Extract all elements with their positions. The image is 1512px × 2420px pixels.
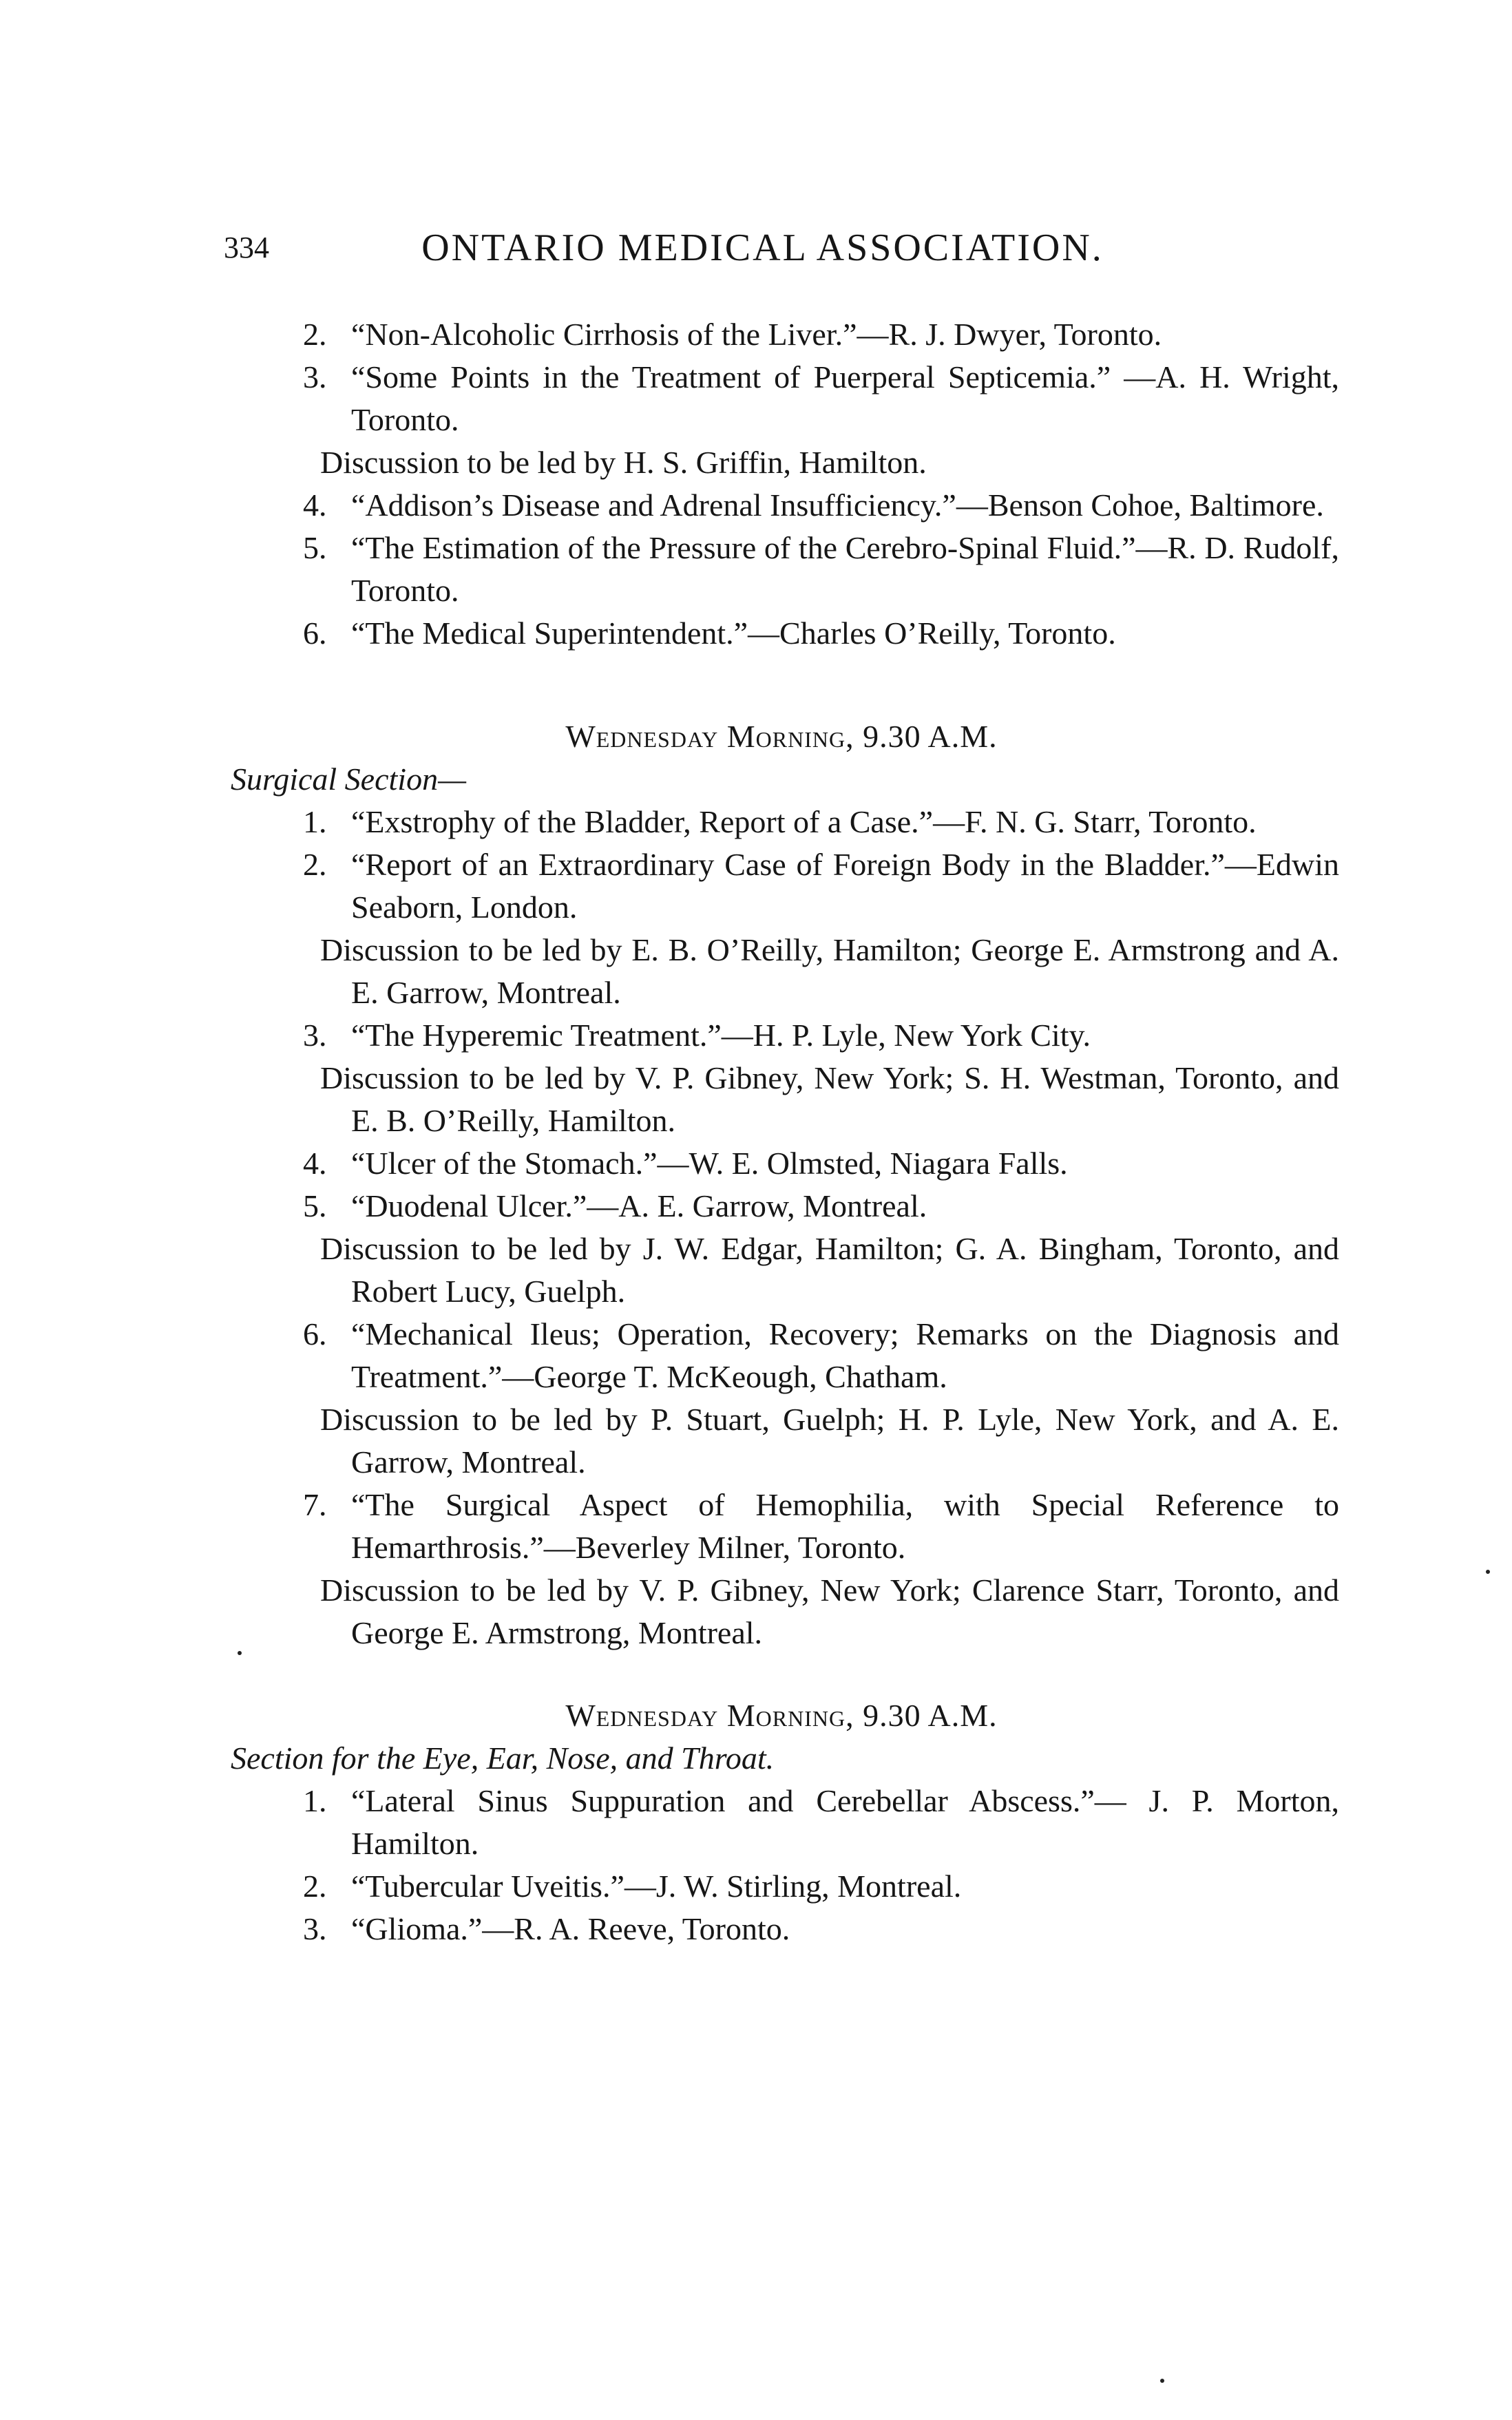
list-item: 5. “The Estimation of the Pressure of the Cerebro-Spinal Fluid.”—R. D. Rudolf, Toronto.: [303, 530, 1339, 608]
discussion-note: Discussion to be led by E. B. O’Reilly, Hamilton; George E. Armstrong and A. E. Garrow, Montreal.: [320, 932, 1339, 1010]
discussion-note: Discussion to be led by V. P. Gibney, New York; Clarence Starr, Toronto, and George E. Armstrong, Montreal.: [320, 1572, 1339, 1650]
page-header: [224, 224, 1239, 272]
list-item: 2. “Non-Alcoholic Cirrhosis of the Liver.”—R. J. Dwyer, Toronto.: [303, 317, 1162, 352]
session-heading: Wednesday Morning, 9.30 A.M.: [565, 1698, 998, 1733]
scan-speck: [1160, 2379, 1164, 2383]
list-item: 3. “Some Points in the Treatment of Puerperal Septicemia.” —A. H. Wright, Toronto.: [303, 359, 1339, 437]
discussion-note: Discussion to be led by J. W. Edgar, Hamilton; G. A. Bingham, Toronto, and Robert Lucy, Guelph.: [320, 1231, 1339, 1309]
page-number: 334: [224, 231, 269, 264]
continued-section: [224, 313, 1339, 655]
list-item: 1. “Lateral Sinus Suppuration and Cerebellar Abscess.”— J. P. Morton, Hamilton.: [303, 1783, 1339, 1861]
list-item: 6. “The Medical Superintendent.”—Charles O’Reilly, Toronto.: [303, 615, 1116, 651]
list-item: 2. “Tubercular Uveitis.”—J. W. Stirling, Montreal.: [303, 1869, 962, 1904]
list-item: 4. “Addison’s Disease and Adrenal Insufficiency.”—Benson Cohoe, Baltimore.: [303, 487, 1324, 523]
section-title: Surgical Section—: [231, 761, 466, 797]
list-item: 6. “Mechanical Ileus; Operation, Recovery; Remarks on the Diagnosis and Treatment.”—George T. McKeough, Chatham.: [303, 1316, 1339, 1394]
discussion-note: Discussion to be led by V. P. Gibney, New York; S. H. Westman, Toronto, and E. B. O’Reilly, Hamilton.: [320, 1060, 1339, 1138]
running-title: ONTARIO MEDICAL ASSOCIATION.: [421, 227, 1104, 269]
page-body: [224, 313, 1339, 1950]
list-item: 3. “The Hyperemic Treatment.”—H. P. Lyle, New York City.: [303, 1018, 1091, 1053]
section-title: Section for the Eye, Ear, Nose, and Throat.: [231, 1740, 775, 1776]
discussion-note: Discussion to be led by H. S. Griffin, Hamilton.: [320, 445, 927, 480]
surgical-section: [224, 715, 1339, 1654]
list-item: 7. “The Surgical Aspect of Hemophilia, with Special Reference to Hemarthrosis.”—Beverley Milner, Toronto.: [303, 1487, 1339, 1565]
list-item: 3. “Glioma.”—R. A. Reeve, Toronto.: [303, 1911, 790, 1946]
session-heading: Wednesday Morning, 9.30 A.M.: [565, 719, 998, 754]
list-item: 2. “Report of an Extraordinary Case of Foreign Body in the Bladder.”—Edwin Seaborn, London.: [303, 847, 1339, 925]
scan-speck: [238, 1651, 242, 1655]
eye-ear-nose-throat-section: [224, 1694, 1339, 1950]
list-item: 4. “Ulcer of the Stomach.”—W. E. Olmsted, Niagara Falls.: [303, 1146, 1068, 1181]
list-item: 5. “Duodenal Ulcer.”—A. E. Garrow, Montreal.: [303, 1188, 927, 1223]
discussion-note: Discussion to be led by P. Stuart, Guelph; H. P. Lyle, New York, and A. E. Garrow, Montreal.: [320, 1402, 1339, 1480]
list-item: 1. “Exstrophy of the Bladder, Report of a Case.”—F. N. G. Starr, Toronto.: [303, 804, 1257, 839]
scan-speck: [1486, 1570, 1490, 1574]
